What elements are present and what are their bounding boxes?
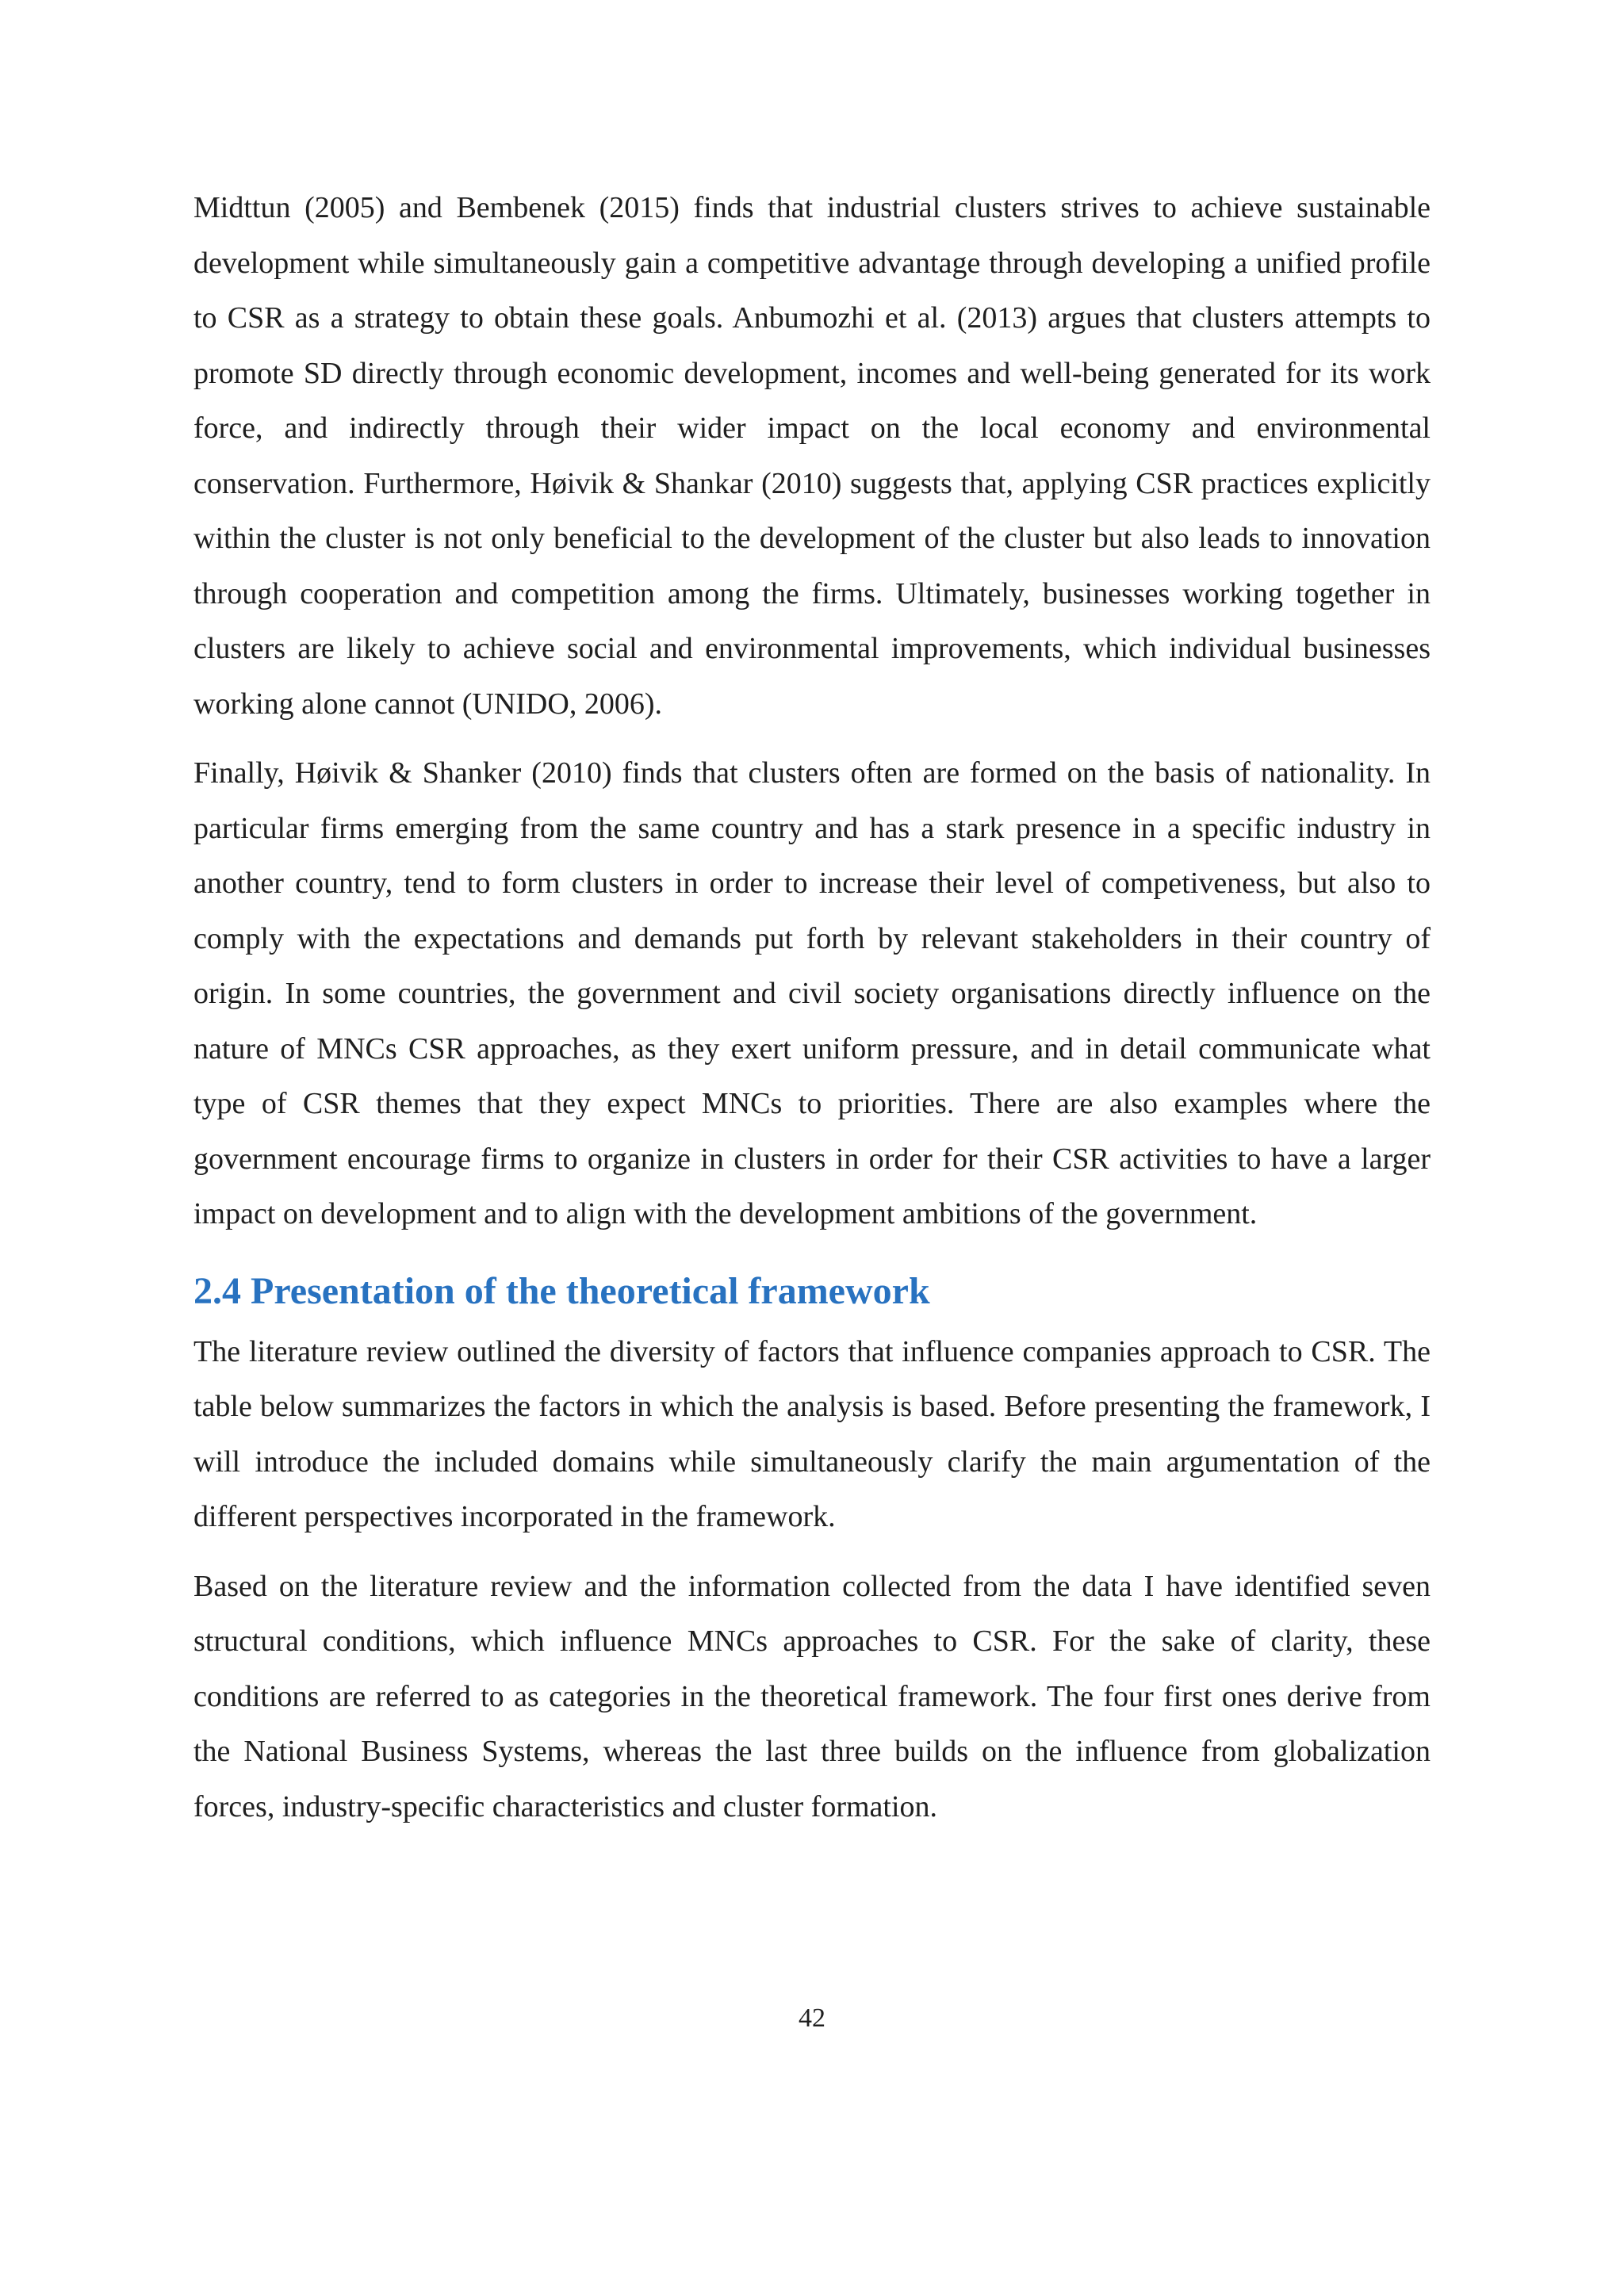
section-heading: 2.4 Presentation of the theoretical framework (193, 1269, 930, 1312)
paragraph-literature-review: The literature review outlined the diversity of factors that influence companies approach to CSR. The table below summarizes the factors in which the analysis is based. Before presenting the framework, I will introduce the included domains while simultaneously clarify the main argumentation of the different perspectives incorporated in the framework. (193, 1334, 1431, 1533)
paragraph-clusters-sustainability: Midttun (2005) and Bembenek (2015) finds that industrial clusters strives to achieve sustainable development while simultaneously gain a competitive advantage through developing a unified profile to CSR as a strategy to obtain these goals. Anbumozhi et al. (2013) argues that clusters attempts to promote SD directly through economic development, incomes and well-being generated for its work force, and indirectly through their wider impact on the local economy and environmental conservation. Furthermore, Høivik & Shankar (2010) suggests that, applying CSR practices explicitly within the cluster is not only beneficial to the development of the cluster but also leads to innovation through cooperation and competition among the firms. Ultimately, businesses working together in clusters are likely to achieve social and environmental improvements, which individual businesses working alone cannot (UNIDO, 2006). (193, 191, 1431, 721)
paragraph-structural-conditions: Based on the literature review and the information collected from the data I have identified seven structural conditions, which influence MNCs approaches to CSR. For the sake of clarity, these conditions are referred to as categories in the theoretical framework. The four first ones derive from the National Business Systems, whereas the last three builds on the influence from globalization forces, industry-specific characteristics and cluster formation. (193, 1569, 1431, 1823)
paragraph-clusters-nationality: Finally, Høivik & Shanker (2010) finds that clusters often are formed on the basis of nationality. In particular firms emerging from the same country and has a stark presence in a specific industry in another country, tend to form clusters in order to increase their level of competiveness, but also to comply with the expectations and demands put forth by relevant stakeholders in their country of origin. In some countries, the government and civil society organisations directly influence on the nature of MNCs CSR approaches, as they exert uniform pressure, and in detail communicate what type of CSR themes that they expect MNCs to priorities. There are also examples where the government encourage firms to organize in clusters in order for their CSR activities to have a larger impact on development and to align with the development ambitions of the government. (193, 756, 1431, 1230)
page-number: 42 (799, 2003, 825, 2033)
document-page (193, 181, 1431, 1835)
